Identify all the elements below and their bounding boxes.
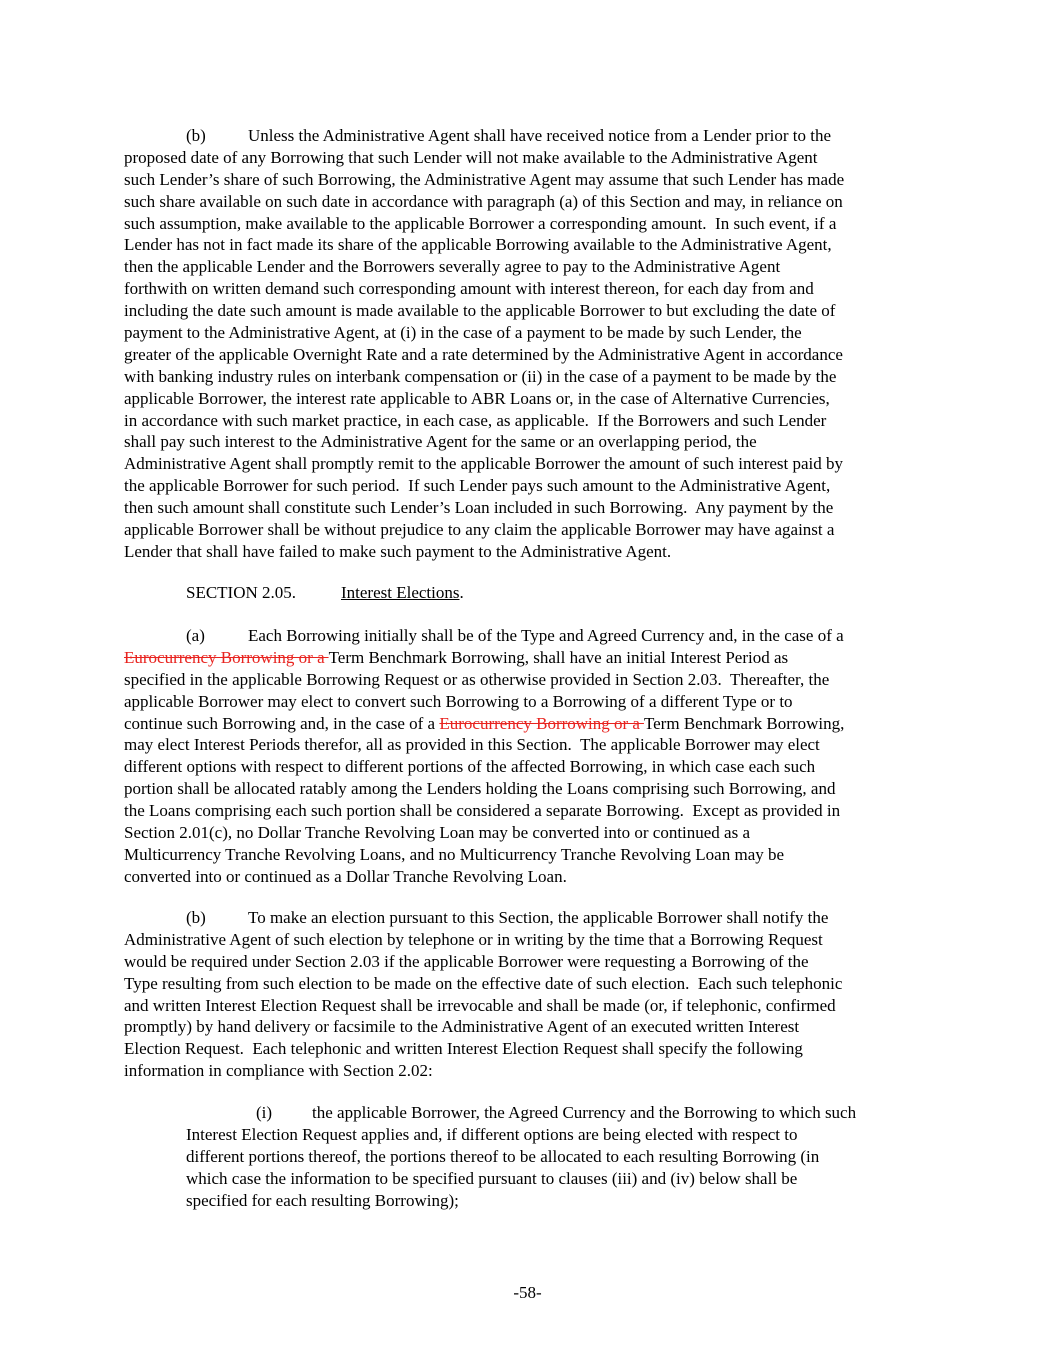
paragraph-line: continue such Borrowing and, in the case of a Eurocurrency Borrowing or a Term Benchmark Borrowing, bbox=[124, 713, 845, 733]
paragraph-line: such assumption, make available to the applicable Borrower a corresponding amount. In such event, if a bbox=[124, 213, 837, 233]
paragraph-line: forthwith on written demand such corresponding amount with interest thereon, for each day from and bbox=[124, 279, 814, 299]
paragraph-line: greater of the applicable Overnight Rate and a rate determined by the Administrative Agent in accordance bbox=[124, 344, 843, 364]
paragraph-line: such Lender’s share of such Borrowing, the Administrative Agent may assume that such Lender has made bbox=[124, 169, 845, 189]
paragraph-line: specified in the applicable Borrowing Request or as otherwise provided in Section 2.03. Thereafter, the bbox=[124, 669, 830, 689]
paragraph-line: Section 2.01(c), no Dollar Tranche Revolving Loan may be converted into or continued as a bbox=[124, 823, 751, 843]
paragraph-line: (b) To make an election pursuant to this Section, the applicable Borrower shall notify the bbox=[186, 908, 829, 927]
paragraph-line: which case the information to be specified pursuant to clauses (iii) and (iv) below shall be bbox=[186, 1168, 798, 1188]
paragraph-marker: (b) bbox=[186, 908, 206, 927]
paragraph-line: information in compliance with Section 2.02: bbox=[124, 1061, 433, 1081]
paragraph-line: the Loans comprising each such portion shall be considered a separate Borrowing. Except as provided in bbox=[124, 801, 841, 821]
paragraph-line: different options with respect to different portions of the affected Borrowing, in which case each such bbox=[124, 757, 816, 777]
paragraph-line: (a) Each Borrowing initially shall be of the Type and Agreed Currency and, in the case of a bbox=[186, 626, 844, 645]
paragraph-line: Administrative Agent shall promptly remit to the applicable Borrower the amount of such interest paid by bbox=[124, 454, 844, 474]
paragraph-a-interest-elections bbox=[124, 625, 944, 888]
paragraph-line: Multicurrency Tranche Revolving Loans, and no Multicurrency Tranche Revolving Loan may be bbox=[124, 844, 785, 864]
paragraph-marker: (b) bbox=[186, 126, 206, 145]
paragraph-line: proposed date of any Borrowing that such Lender will not make available to the Administrative Agent bbox=[124, 147, 818, 167]
paragraph-b-election-notice bbox=[124, 907, 944, 1082]
paragraph-line: applicable Borrower, the interest rate applicable to ABR Loans or, in the case of Alternative Currencies, bbox=[124, 388, 830, 408]
paragraph-line: Interest Election Request applies and, if different options are being elected with respect to bbox=[186, 1124, 798, 1144]
paragraph-b-borrowing-assumption bbox=[124, 125, 944, 563]
paragraph-line: such share available on such date in accordance with paragraph (a) of this Section and may, in reliance on bbox=[124, 191, 843, 211]
paragraph-line: the applicable Borrower for such period. If such Lender pays such amount to the Administrative Agent, bbox=[124, 476, 831, 496]
paragraph-line: Election Request. Each telephonic and written Interest Election Request shall specify the following bbox=[124, 1039, 803, 1059]
clause-i bbox=[186, 1102, 946, 1211]
paragraph-line: including the date such amount is made available to the applicable Borrower to but excluding the date of bbox=[124, 301, 836, 321]
clause-marker: (i) bbox=[256, 1103, 273, 1122]
paragraph-line: Administrative Agent of such election by telephone or in writing by the time that a Borrowing Request bbox=[124, 929, 823, 949]
paragraph-line: promptly) by hand delivery or facsimile to the Administrative Agent of an executed written Interest bbox=[124, 1017, 800, 1037]
paragraph-line: (b) Unless the Administrative Agent shall have received notice from a Lender prior to the bbox=[186, 126, 832, 145]
paragraph-line: shall pay such interest to the Administrative Agent for the same or an overlapping period, the bbox=[124, 432, 757, 452]
paragraph-line: converted into or continued as a Dollar Tranche Revolving Loan. bbox=[124, 866, 567, 886]
section-title: Interest Elections bbox=[341, 583, 460, 602]
paragraph-line: specified for each resulting Borrowing); bbox=[186, 1190, 459, 1210]
paragraph-marker: (a) bbox=[186, 626, 205, 645]
section-number: SECTION 2.05. bbox=[186, 583, 297, 602]
paragraph-line: applicable Borrower shall be without prejudice to any claim the applicable Borrower may have against a bbox=[124, 520, 835, 540]
paragraph-line: in accordance with such market practice, in each case, as applicable. If the Borrowers and such Lender bbox=[124, 410, 827, 430]
paragraph-line: different portions thereof, the portions thereof to be allocated to each resulting Borrowing (in bbox=[186, 1146, 820, 1166]
page-number: -58- bbox=[513, 1283, 542, 1302]
paragraph-line: Type resulting from such election to be made on the effective date of such election. Each such telephonic bbox=[124, 973, 843, 993]
paragraph-line: and written Interest Election Request shall be irrevocable and shall be made (or, if telephonic, confirmed bbox=[124, 995, 836, 1015]
paragraph-line: then the applicable Lender and the Borrowers severally agree to pay to the Administrative Agent bbox=[124, 257, 781, 277]
deleted-text: Eurocurrency Borrowing or a bbox=[439, 713, 644, 733]
paragraph-line: then such amount shall constitute such Lender’s Loan included in such Borrowing. Any payment by the bbox=[124, 498, 834, 518]
paragraph-line: (i) the applicable Borrower, the Agreed Currency and the Borrowing to which such bbox=[256, 1103, 857, 1122]
paragraph-line: Lender that shall have failed to make such payment to the Administrative Agent. bbox=[124, 541, 672, 561]
paragraph-line: may elect Interest Periods therefor, all as provided in this Section. The applicable Borrower may elect bbox=[124, 735, 820, 755]
paragraph-line: portion shall be allocated ratably among the Lenders holding the Loans comprising such Borrowing, and bbox=[124, 779, 836, 799]
paragraph-line: would be required under Section 2.03 if the applicable Borrower were requesting a Borrowing of the bbox=[124, 951, 809, 971]
paragraph-line: applicable Borrower may elect to convert such Borrowing to a Borrowing of a different Type or to bbox=[124, 691, 793, 711]
paragraph-line: Lender has not in fact made its share of the applicable Borrowing available to the Administrative Agent, bbox=[124, 235, 832, 255]
paragraph-line: payment to the Administrative Agent, at (i) in the case of a payment to be made by such Lender, the bbox=[124, 323, 802, 343]
paragraph-line: with banking industry rules on interbank compensation or (ii) in the case of a payment to be made by the bbox=[124, 366, 837, 386]
paragraph-line: Eurocurrency Borrowing or a Term Benchmark Borrowing, shall have an initial Interest Period as bbox=[124, 647, 789, 667]
section-heading: SECTION 2.05. Interest Elections. bbox=[186, 583, 464, 602]
deleted-text: Eurocurrency Borrowing or a bbox=[124, 647, 329, 667]
